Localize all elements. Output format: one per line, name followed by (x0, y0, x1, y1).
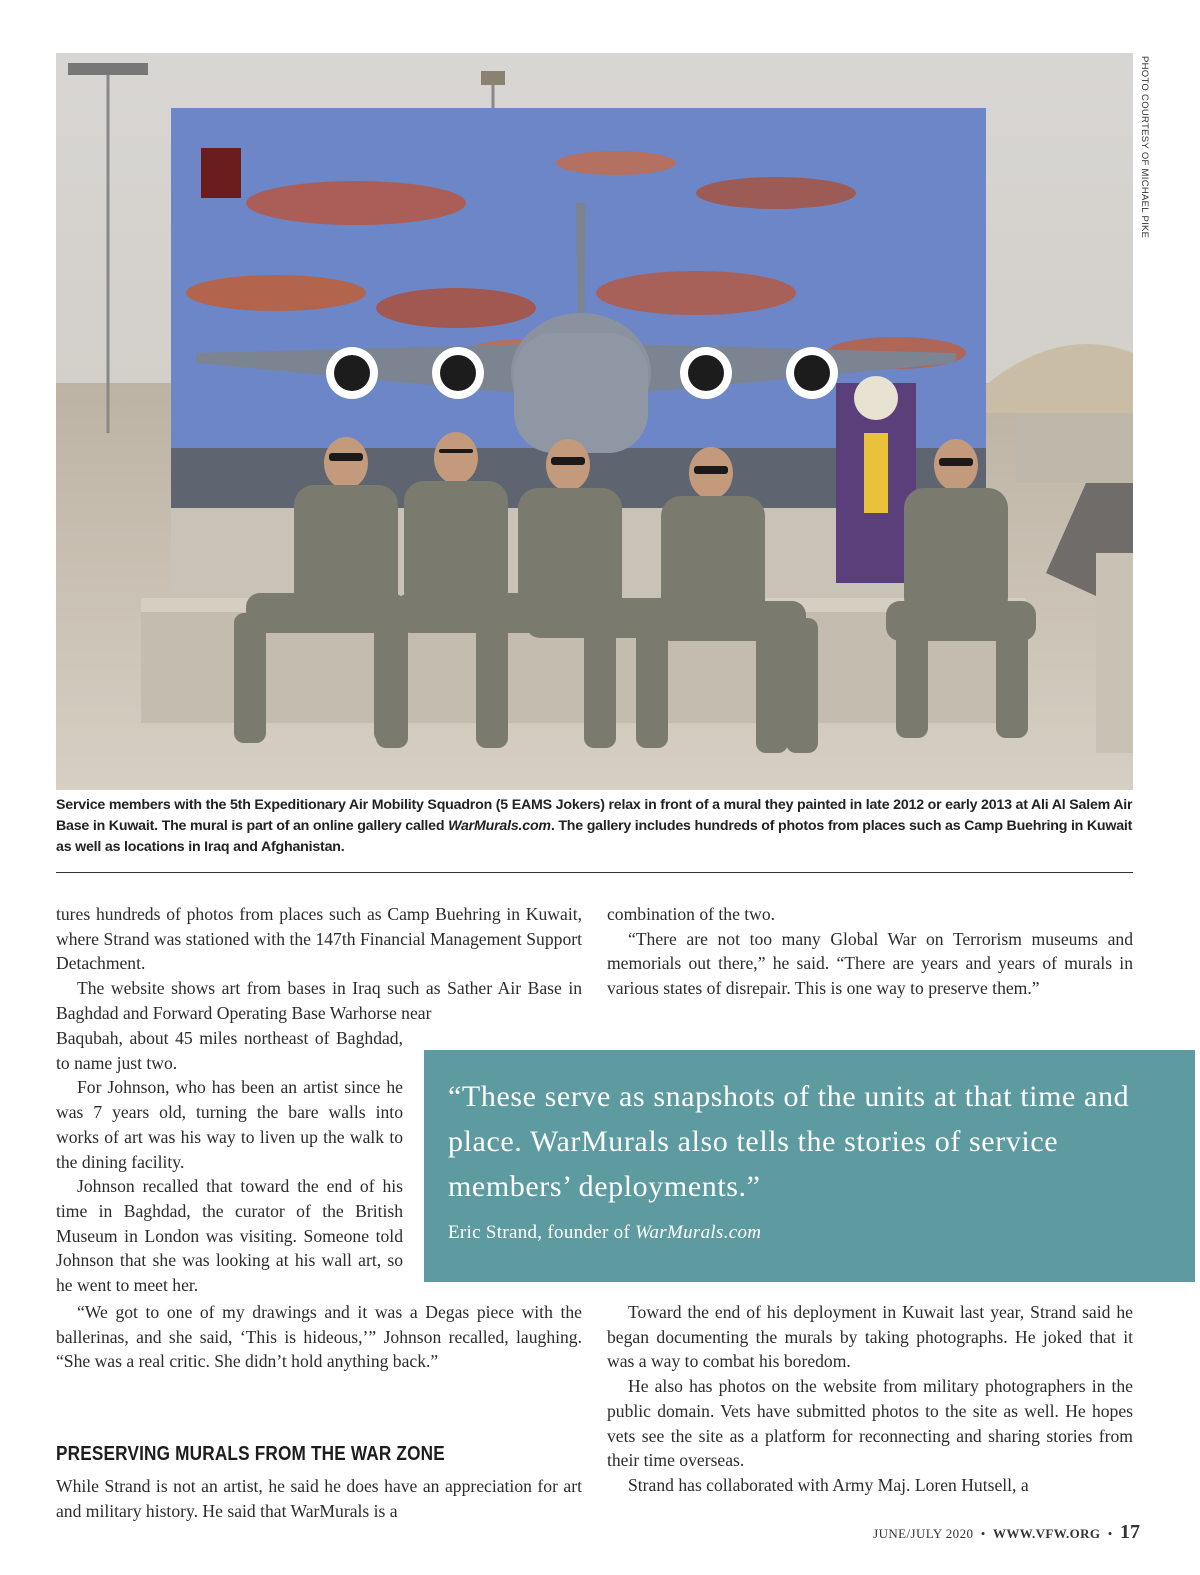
caption-site-link: WarMurals.com (448, 818, 551, 834)
caption-divider (56, 872, 1133, 873)
body-paragraph: “There are not too many Global War on Terrorism museums and memorials out there,” he said. “There are years and years of murals in various states of disrepair. This is one way to preserve them.” (607, 928, 1133, 999)
left-column-lower (56, 1300, 582, 1374)
photo-credit: PHOTO COURTESY OF MICHAEL PIKE (1139, 56, 1150, 239)
attribution-prefix: Eric Strand, founder of (448, 1222, 636, 1243)
footer-website: WWW.VFW.ORG (992, 1526, 1101, 1541)
left-column-narrow (56, 1026, 403, 1298)
body-paragraph: For Johnson, who has been an artist since he was 7 years old, turning the bare walls into works of art was his way to liven up the walk to the dining facility. (56, 1077, 403, 1172)
footer-issue: JUNE/JULY 2020 (873, 1526, 974, 1541)
body-paragraph: The website shows art from bases in Iraq such as Sather Air Base in Baghdad and Forward Operating Base Warhorse near (56, 978, 582, 1023)
footer-separator: • (1107, 1526, 1113, 1541)
page-number: 17 (1120, 1521, 1140, 1543)
footer-separator: • (980, 1526, 986, 1541)
caption-text-1: Service members with the 5th Expeditionary Air Mobility Squadron (5 EAMS Jokers) relax in front of a mural they painted in late 2012 or early 2013 at Ali Al Salem Air Base in Kuwait. The mural is part of an online gallery called (56, 797, 1133, 834)
body-paragraph: While Strand is not an artist, he said he does have an appreciation for art and military history. He said that WarMurals is a (56, 1476, 582, 1521)
body-paragraph: Toward the end of his deployment in Kuwait last year, Strand said he began documenting the murals by taking photographs. He joked that it was a way to combat his boredom. (607, 1302, 1133, 1372)
attribution-site: WarMurals.com (635, 1222, 762, 1243)
body-paragraph: He also has photos on the website from military photographers in the public domain. Vets have submitted photos to the site as well. He hopes vets see the site as a platform for reconnecting and sharing stories from their time overseas. (607, 1376, 1133, 1471)
left-column-bottom (56, 1474, 582, 1523)
caption-text-2: . The gallery includes hundreds of photos from places such as Camp Buehring in Kuwait as well as locations in Iraq and Afghanistan. (56, 818, 1133, 855)
pull-quote-text: “These serve as snapshots of the units at that time and place. WarMurals also tells the stories of service members’ deployments.” (448, 1080, 1130, 1203)
body-paragraph: tures hundreds of photos from places such as Camp Buehring in Kuwait, where Strand was stationed with the 147th Financial Management Support Detachment. (56, 904, 582, 974)
mural-photo-illustration (56, 53, 1133, 790)
body-paragraph: combination of the two. (607, 904, 776, 924)
section-subhead: PRESERVING MURALS FROM THE WAR ZONE (56, 1443, 445, 1465)
photo-caption (56, 795, 1136, 858)
right-column-top (607, 902, 1133, 1001)
page-footer (873, 1521, 1140, 1544)
pull-quote-box (424, 1050, 1195, 1282)
body-paragraph: “We got to one of my drawings and it was a Degas piece with the ballerinas, and she said, ‘This is hideous,’” Johnson recalled, laughing. “She was a real critic. She didn’t hold anything back.” (56, 1302, 582, 1372)
left-column-top (56, 902, 582, 1026)
right-column-lower (607, 1300, 1133, 1498)
body-paragraph: Johnson recalled that toward the end of his time in Baghdad, the curator of the British Museum in London was visiting. Someone told Johnson that she was looking at his wall art, so he went to meet her. (56, 1176, 403, 1296)
body-paragraph: Baqubah, about 45 miles northeast of Baghdad, to name just two. (56, 1028, 403, 1073)
pull-quote-attribution (448, 1222, 761, 1244)
body-paragraph: Strand has collaborated with Army Maj. Loren Hutsell, a (628, 1474, 1029, 1495)
mural-photo (56, 53, 1133, 790)
